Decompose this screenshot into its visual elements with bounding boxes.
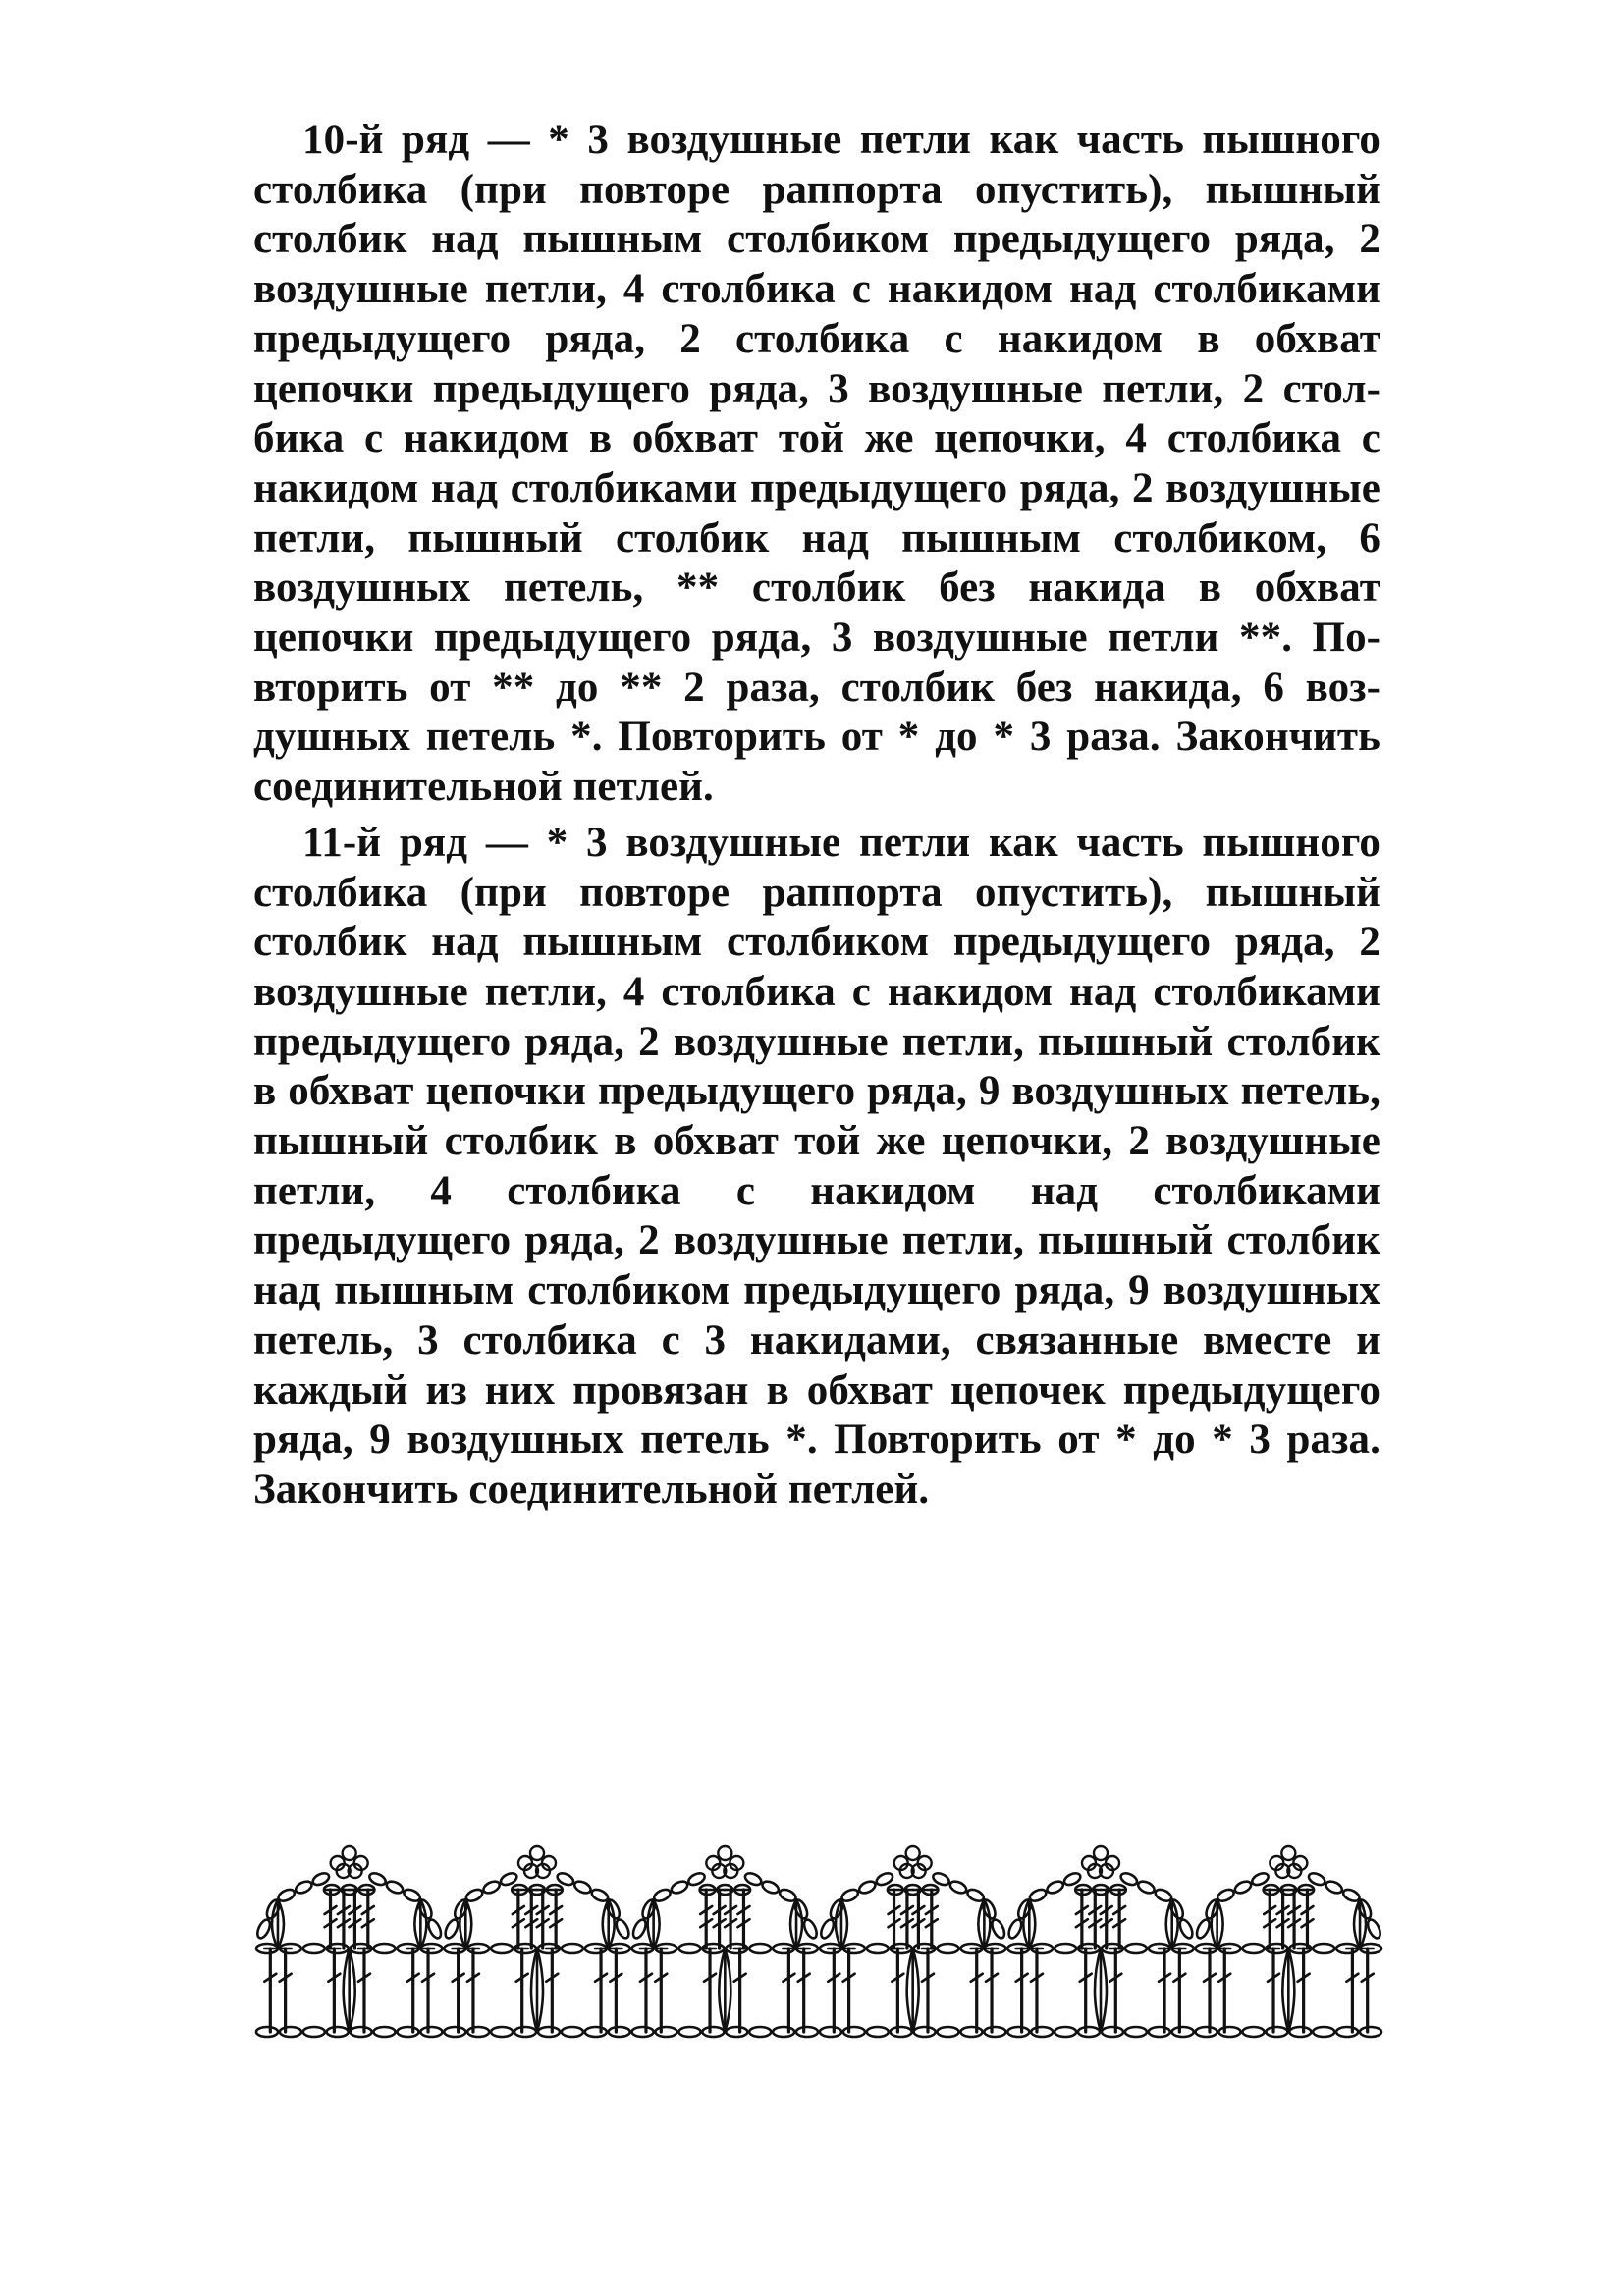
row-10-instructions: 10-й ряд — * 3 воздушные петли как часть пышного столбика (при повторе раппорта опустить), пышный столбик над пышным столбиком предыдущего ряда, 2 воздушные петли, 4 столбика с накидом над столбиками предыдущего ряда, 2 столбика с накидом в обхват цепочки предыдущего ряда, 3 воздушные петли, 2 столбика с накидом в обхват той же цепочки, 4 столбика с накидом над столбиками предыдущего ряда, 2 воздушные петли, пышный столбик над пышным столбиком, 6 воздушных петель, ** столбик без накида в обхват цепочки предыдущего ряда, 3 воздушные петли **. Повторить от ** до ** 2 раза, столбик без накида, 6 воздушных петель *. Повторить от * до * 3 раза. Закончить соединительной петлей. <box>253 117 1380 811</box>
row-11-instructions: 11-й ряд — * 3 воздушные петли как часть пышного столбика (при повторе раппорта опустить), пышный столбик над пышным столбиком предыдущего ряда, 2 воздушные петли, 4 столбика с накидом над столбиками предыдущего ряда, 2 воздушные петли, пышный столбик в обхват цепочки предыдущего ряда, 9 воздушных петель, пышный столбик в обхват той же цепочки, 2 воздушные петли, 4 столбика с накидом над столбиками предыдущего ряда, 2 воздушные петли, пышный столбик над пышным столбиком предыдущего ряда, 9 воздушных петель, 3 столбика с 3 накидами, связанные вместе и каждый из них провязан в обхват цепочек предыдущего ряда, 9 воздушных петель *. Повторить от * до * 3 раза. Закончить соединительной петлей. <box>253 819 1380 1513</box>
instructions-text <box>253 116 1380 1516</box>
crochet-chart-icon <box>245 1801 1392 2056</box>
crochet-chart <box>245 1801 1392 2056</box>
